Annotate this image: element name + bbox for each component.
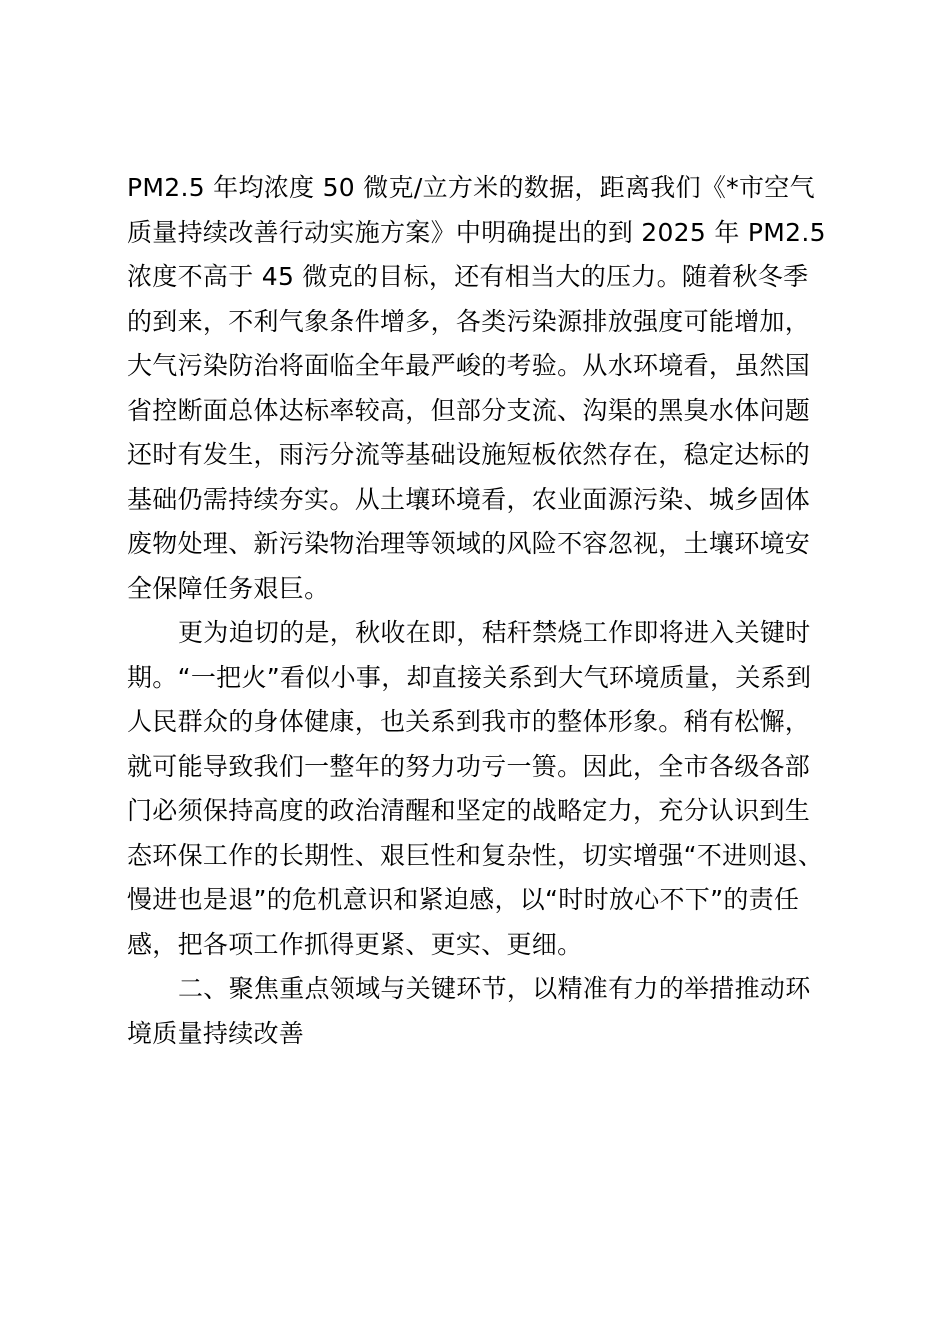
text-line: 就可能导致我们一整年的努力功亏一篑。因此，全市各级各部	[127, 751, 811, 781]
text-line: 质量持续改善行动实施方案》中明确提出的到 2025 年 PM2.5	[127, 217, 826, 247]
text-line: 门必须保持高度的政治清醒和坚定的战略定力，充分认识到生	[127, 796, 811, 825]
text-line: PM2.5 年均浓度 50 微克/立方米的数据，距离我们《*市空气	[127, 173, 815, 202]
text-line: 的到来，不利气象条件增多，各类污染源排放强度可能增加，	[127, 306, 811, 336]
paragraph-straw-burning	[127, 611, 837, 967]
text-line: 境质量持续改善	[127, 1018, 305, 1048]
text-line: 二、聚焦重点领域与关键环节，以精准有力的举措推动环	[178, 974, 811, 1003]
text-line: 废物处理、新污染物治理等领域的风险不容忽视，土壤环境安	[127, 529, 811, 558]
text-line: 全保障任务艰巨。	[127, 573, 330, 603]
text-line: 基础仍需持续夯实。从土壤环境看，农业面源污染、城乡固体	[127, 484, 811, 514]
text-line: 态环保工作的长期性、艰巨性和复杂性，切实增强“不进则退、	[127, 840, 824, 870]
text-line: 期。“一把火”看似小事，却直接关系到大气环境质量，关系到	[127, 662, 812, 692]
paragraph-air-water-soil	[127, 166, 837, 611]
text-line: 慢进也是退”的危机意识和紧迫感，以“时时放心不下”的责任	[127, 885, 800, 914]
text-line: 大气污染防治将面临全年最严峻的考验。从水环境看，虽然国	[127, 351, 811, 380]
text-line: 还时有发生，雨污分流等基础设施短板依然存在，稳定达标的	[127, 440, 811, 469]
document-body	[127, 166, 837, 1056]
section-heading-two	[127, 967, 837, 1056]
text-line: 人民群众的身体健康，也关系到我市的整体形象。稍有松懈，	[127, 707, 811, 736]
text-line: 更为迫切的是，秋收在即，秸秆禁烧工作即将进入关键时	[178, 618, 811, 647]
text-line: 省控断面总体达标率较高，但部分支流、沟渠的黑臭水体问题	[127, 395, 811, 425]
text-line: 浓度不高于 45 微克的目标，还有相当大的压力。随着秋冬季	[127, 262, 809, 291]
text-line: 感，把各项工作抓得更紧、更实、更细。	[127, 929, 583, 959]
